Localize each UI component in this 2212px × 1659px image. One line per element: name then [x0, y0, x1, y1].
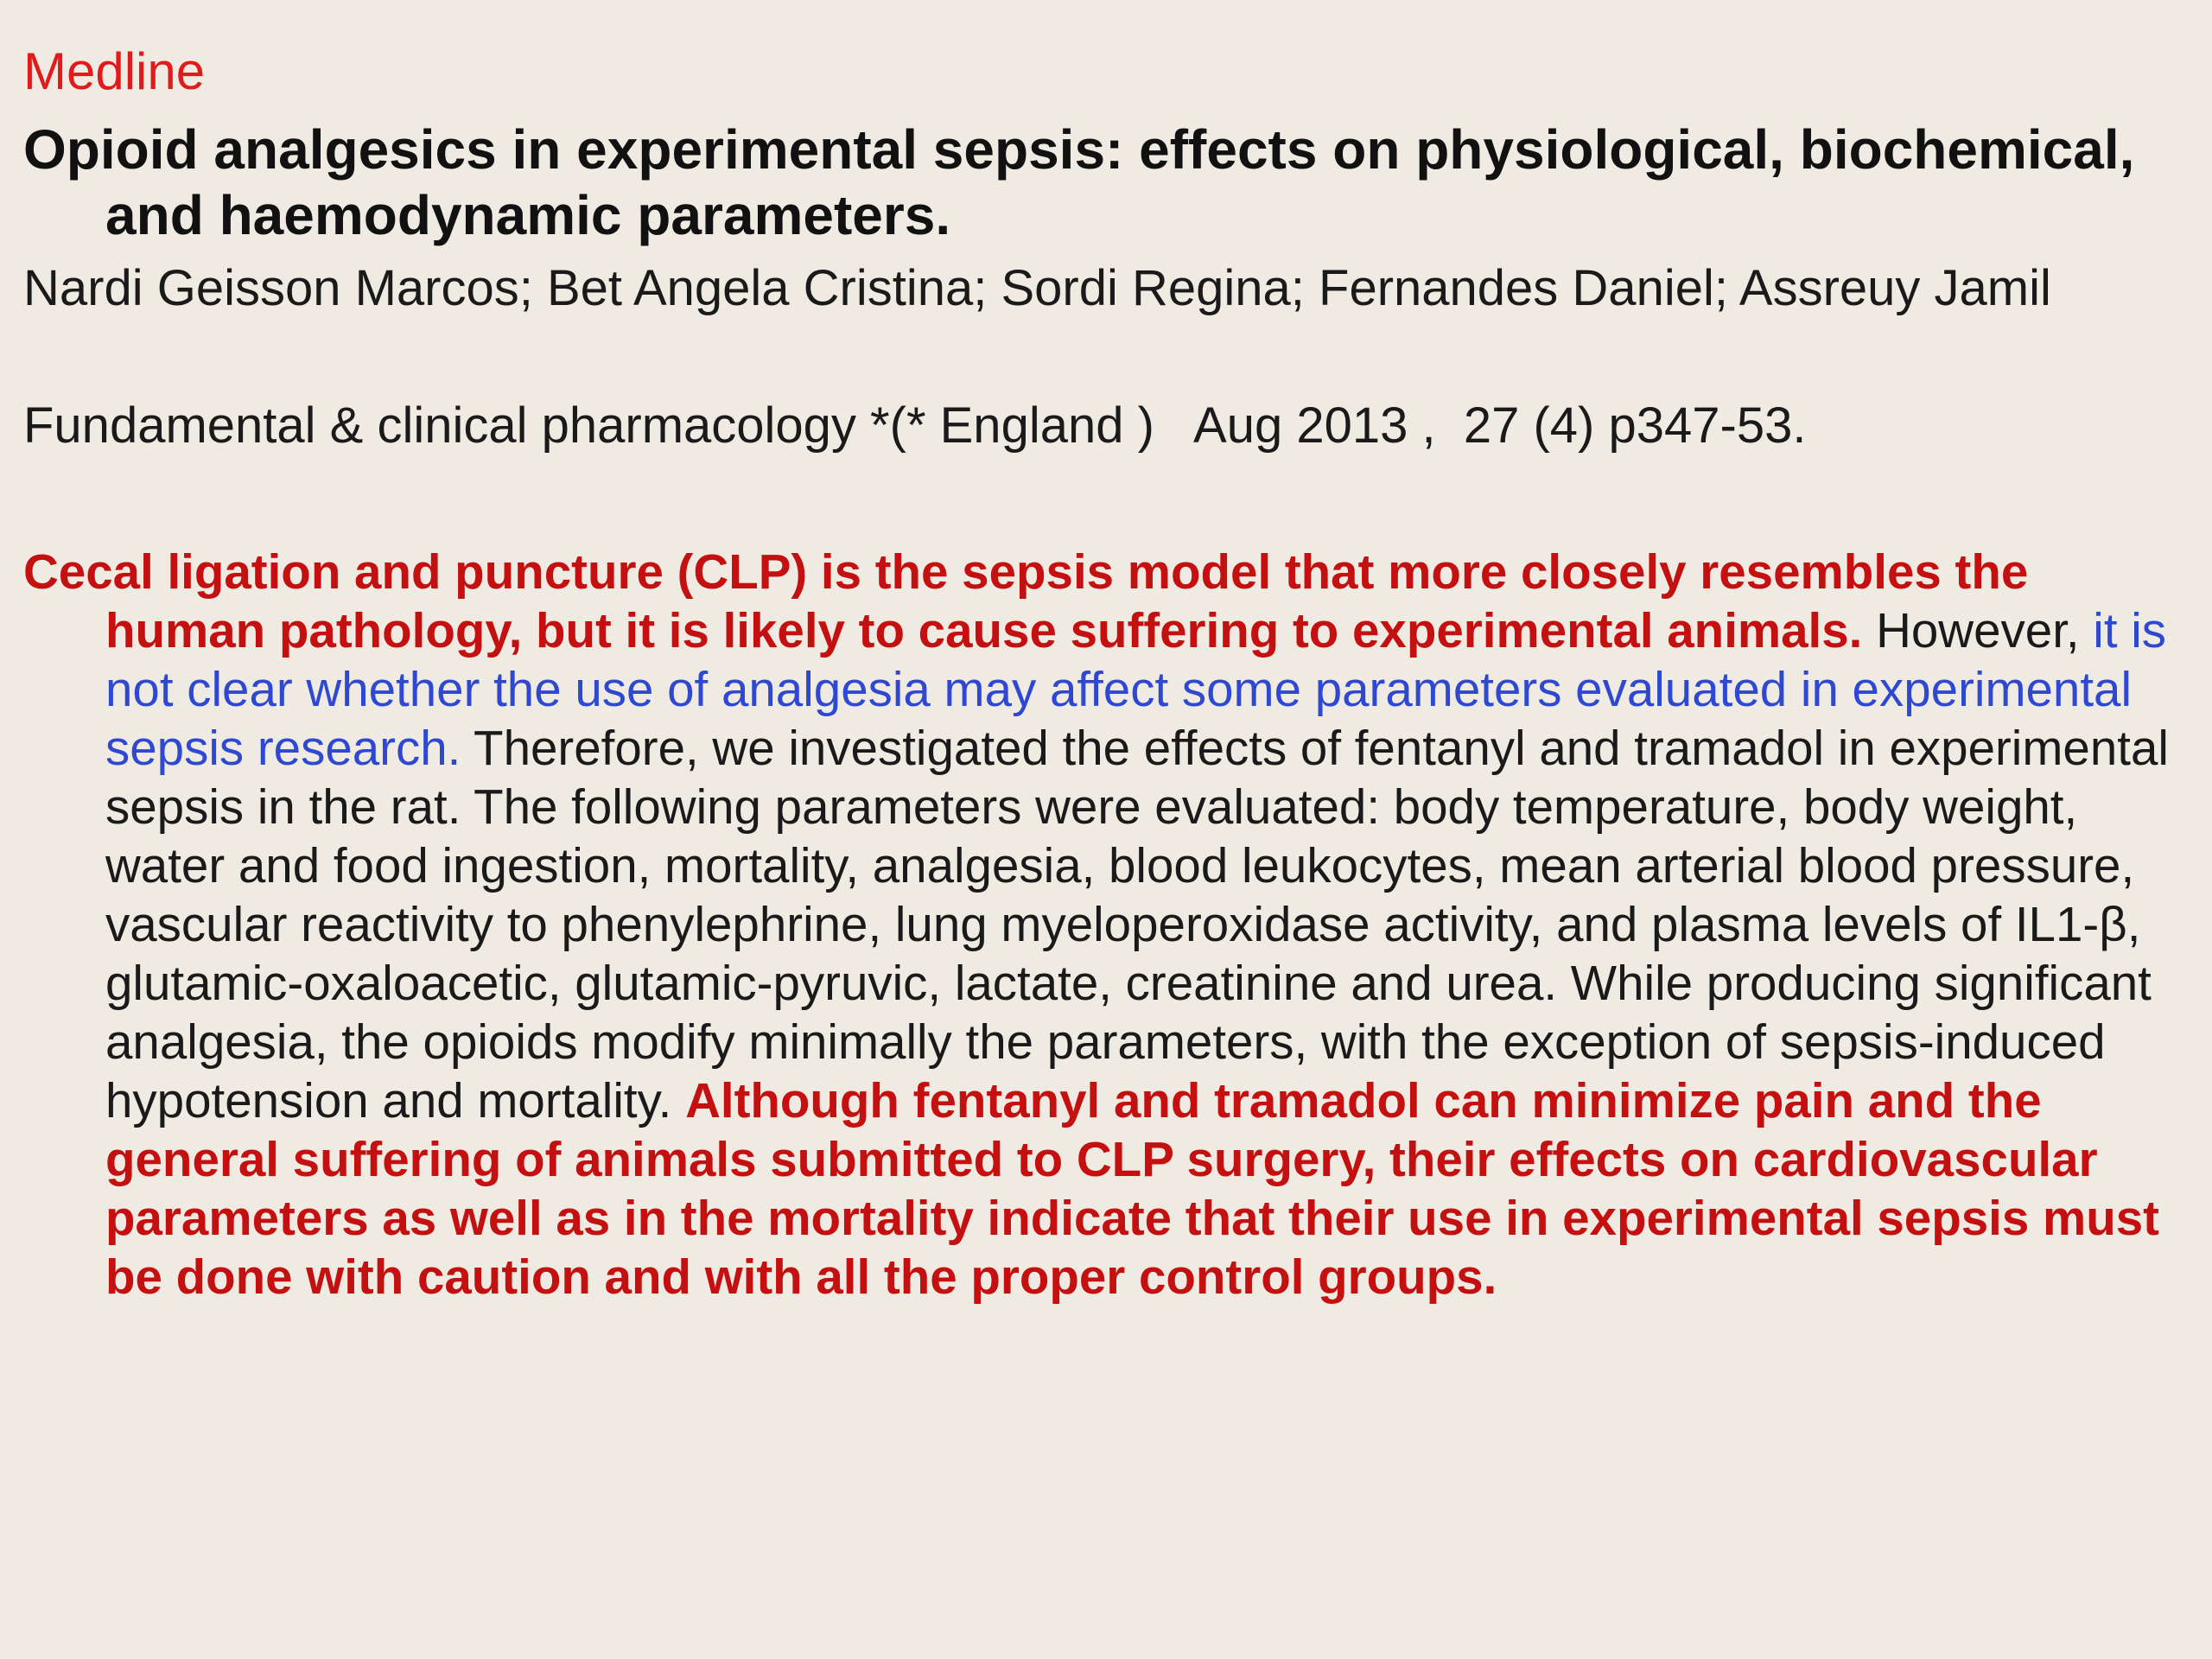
article-title: Opioid analgesics in experimental sepsis: effects on physiological, biochemical, and haemodynamic parameters.: [23, 118, 2135, 246]
abstract-however: However,: [1862, 603, 2094, 658]
journal-citation: Fundamental & clinical pharmacology *(* England ) Aug 2013 , 27 (4) p347-53.: [23, 397, 1807, 454]
abstract-intro-emphasis: Cecal ligation and puncture (CLP) is the sepsis model that more closely resembles the human pathology, but it is likely to cause suffering to experimental animals.: [23, 544, 2029, 658]
source-label: Medline: [23, 42, 206, 100]
abstract-body: Therefore, we investigated the effects of fentanyl and tramadol in experimental sepsis in the rat. The following parameters were evaluated: body temperature, body weight, water and food ingestion, mortality, analgesia, blood leukocytes, mean arterial blood pressure, vascular reactivity to phenylephrine, lung myeloperoxidase activity, and plasma levels of IL1-β, glutamic-oxaloacetic, glutamic-pyruvic, lactate, creatinine and urea. While producing significant analgesia, the opioids modify minimally the parameters, with the exception of sepsis-induced hypotension and mortality.: [105, 721, 2169, 1128]
abstract-conclusion-emphasis: Although fentanyl and tramadol can minimize pain and the general suffering of animals submitted to CLP surgery, their effects on cardiovascular parameters as well as in the mortality indicate that their use in experimental sepsis must be done with caution and with all the proper control groups.: [105, 1073, 2159, 1304]
author-list: Nardi Geisson Marcos; Bet Angela Cristina; Sordi Regina; Fernandes Daniel; Assreuy Jamil: [23, 260, 2051, 316]
abstract-highlight: it is not clear whether the use of analgesia may affect some parameters evaluated in experimental sepsis research.: [105, 603, 2167, 775]
abstract: [23, 543, 2192, 1306]
